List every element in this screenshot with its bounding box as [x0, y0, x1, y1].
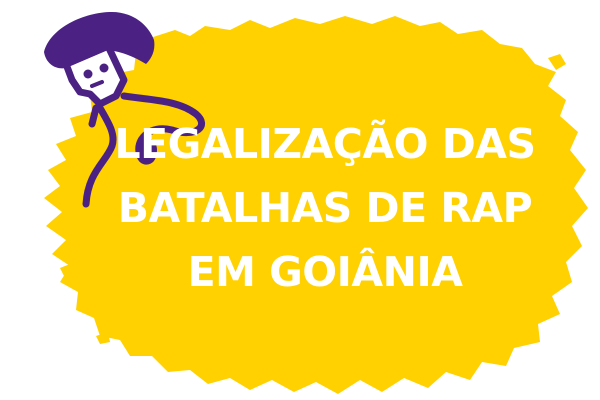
headline-line-3: EM GOIÂNIA — [187, 248, 463, 296]
right-eye — [100, 64, 109, 73]
left-eye — [84, 70, 93, 79]
headline-line-1: LEGALIZAÇÃO DAS — [114, 120, 536, 168]
headline — [95, 112, 555, 304]
headline-line-2: BATALHAS DE RAP — [117, 184, 533, 232]
